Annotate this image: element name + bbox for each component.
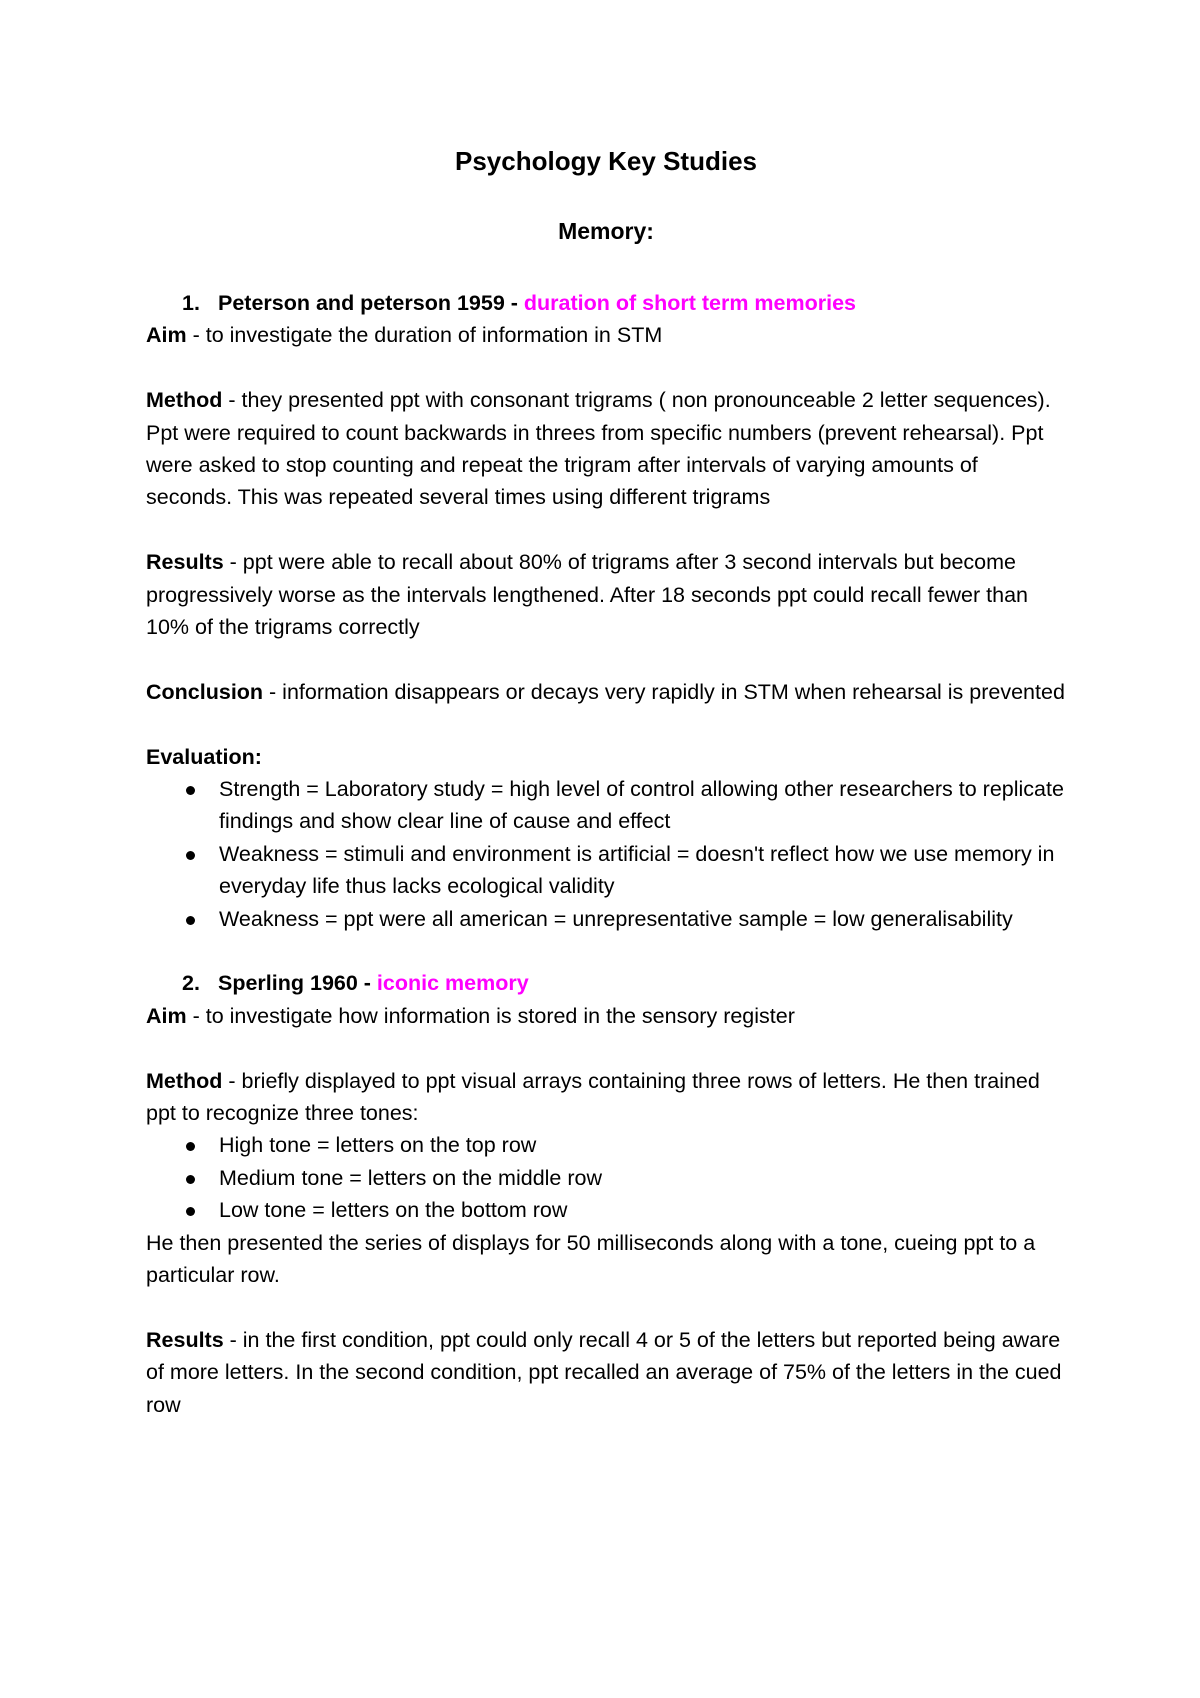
aim-text: - to investigate how information is stored in the sensory register	[186, 1003, 795, 1028]
results-label: Results	[146, 550, 224, 575]
study-heading	[146, 967, 1066, 999]
method-text: - they presented ppt with consonant trigrams ( non pronounceable 2 letter sequences). Ppt were required to count backwards in threes from specific numbers (prevent rehearsal). Ppt were asked to stop counting and repeat the trigram after intervals of varying amounts of seconds. This was repeated several times using different trigrams	[146, 388, 1051, 510]
bullet-icon	[186, 851, 195, 860]
conclusion-label: Conclusion	[146, 679, 264, 704]
study-title: Peterson and peterson 1959 -	[218, 291, 524, 315]
results-text: - ppt were able to recall about 80% of trigrams after 3 second intervals but become progressively worse as the intervals lengthened. After 18 seconds ppt could recall fewer than 10% of the trigrams correctly	[146, 550, 1028, 640]
bullet-icon	[186, 1207, 195, 1216]
list-item: Medium tone = letters on the middle row	[146, 1162, 1066, 1194]
list-item: Strength = Laboratory study = high level of control allowing other researchers to replicate findings and show clear line of cause and effect	[146, 773, 1066, 838]
method-continuation: He then presented the series of displays for 50 milliseconds along with a tone, cueing ppt to a particular row.	[146, 1230, 1036, 1288]
method-label: Method	[146, 388, 223, 413]
aim-paragraph	[146, 319, 1066, 351]
results-paragraph	[146, 1324, 1066, 1421]
method-label: Method	[146, 1068, 223, 1093]
results-paragraph	[146, 546, 1066, 643]
method-paragraph	[146, 384, 1066, 514]
bullet-icon	[186, 786, 195, 795]
study-title: Sperling 1960 -	[218, 971, 377, 996]
bullet-icon	[186, 1142, 195, 1151]
study-heading	[146, 287, 1066, 319]
list-item: Weakness = stimuli and environment is artificial = doesn't reflect how we use memory in everyday life thus lacks ecological validity	[146, 838, 1066, 903]
study-topic: duration of short term memories	[523, 291, 856, 315]
conclusion-paragraph	[146, 676, 1066, 708]
conclusion-text: - information disappears or decays very rapidly in STM when rehearsal is prevented	[263, 679, 1065, 704]
list-item: Low tone = letters on the bottom row	[146, 1194, 1066, 1226]
list-item: High tone = letters on the top row	[146, 1129, 1066, 1161]
aim-label: Aim	[146, 1003, 187, 1028]
results-text: - in the first condition, ppt could only recall 4 or 5 of the letters but reported being aware of more letters. In the second condition, ppt recalled an average of 75% of the letters in the cued row	[146, 1327, 1062, 1417]
method-text: - briefly displayed to ppt visual arrays containing three rows of letters. He then trained ppt to recognize three tones:	[146, 1068, 1040, 1126]
aim-text: - to investigate the duration of information in STM	[186, 323, 663, 348]
method-paragraph	[146, 1065, 1066, 1130]
section-title: Memory:	[558, 218, 654, 244]
evaluation-label: Evaluation:	[146, 744, 262, 769]
study-number: 1.	[182, 291, 200, 315]
tone-list	[146, 1129, 1066, 1226]
aim-paragraph	[146, 1000, 1066, 1032]
aim-label: Aim	[146, 323, 187, 348]
study-number: 2.	[182, 971, 200, 996]
list-item: Weakness = ppt were all american = unrepresentative sample = low generalisability	[146, 903, 1066, 935]
document-body	[146, 287, 1066, 1421]
evaluation-list	[146, 773, 1066, 935]
bullet-icon	[186, 1175, 195, 1184]
results-label: Results	[146, 1327, 224, 1352]
study-topic: iconic memory	[376, 971, 529, 996]
bullet-icon	[186, 916, 195, 925]
document-title: Psychology Key Studies	[455, 146, 757, 176]
